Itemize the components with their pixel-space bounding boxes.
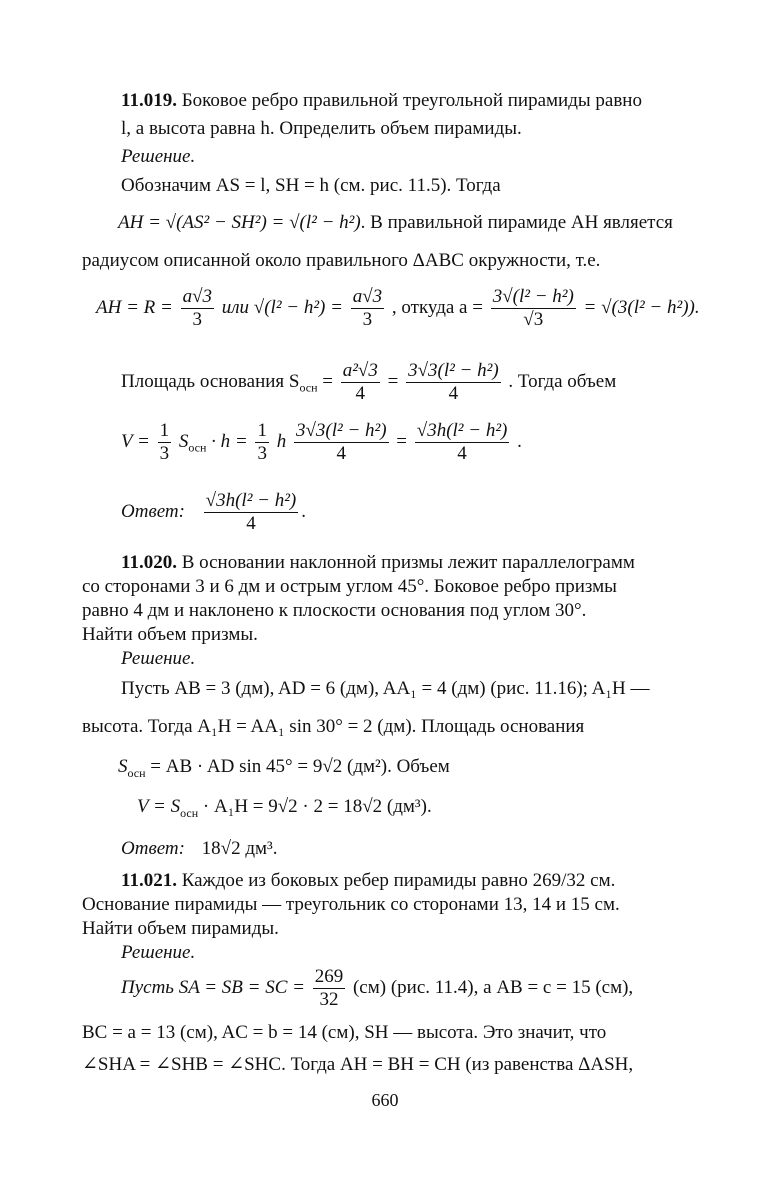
solution-heading: Решение. — [121, 648, 196, 669]
formula-line: Пусть SA = SB = SC = $\frac{269}{32}$ (см) (рис. 11.4), а AB = c = 15 (см), — [121, 966, 634, 1010]
problem-11-021-line1: 11.021. Каждое из боковых ребер пирамиды равно 269/32 см. — [121, 870, 616, 891]
fraction: $\frac{\text{3√(l² − h²)}}{√3}$ — [492, 286, 574, 330]
solution-text: Обозначим AS = l, SH = h (см. рис. 11.5). Тогда — [121, 175, 501, 196]
solution-text: радиусом описанной около правильного ΔABC окружности, т.е. — [82, 250, 601, 271]
problem-number: 11.021. — [121, 870, 177, 891]
problem-number: 11.020. — [121, 552, 177, 573]
formula-line: AH = R = $\frac{a√3}{3}$ или √(l² − h²) = $\frac{a√3}{3}$ , откуда a = $\frac{\text{3√(l² − h²)}}{√3}$ = √(3(l² − h²)). — [96, 286, 700, 330]
problem-text: Найти объем пирамиды. — [82, 918, 279, 939]
solution-text: BC = a = 13 (см), AC = b = 14 (см), SH — высота. Это значит, что — [82, 1022, 607, 1043]
problem-text: Найти объем призмы. — [82, 624, 258, 645]
problem-text: l, а высота равна h. Определить объем пирамиды. — [121, 118, 522, 139]
answer-line: Ответ: $\frac{\text{√3h(l² − h²)}}{4}$ . — [121, 490, 306, 534]
fraction: $\frac{\text{3√3(l² − h²)}}{4}$ — [295, 420, 387, 464]
formula-line: AH = √(AS² − SH²) = √(l² − h²). В правильной пирамиде AH является — [118, 212, 673, 233]
fraction: $\frac{1}{3}$ — [159, 420, 170, 464]
fraction: $\frac{1}{3}$ — [257, 420, 267, 464]
fraction: $\frac{\text{a²√3}}{4}$ — [342, 360, 378, 404]
fraction: $\frac{\text{√3h(l² − h²)}}{4}$ — [416, 420, 508, 464]
solution-text: Пусть AB = 3 (дм), AD = 6 (дм), AA₁ = 4 (дм) (рис. 11.16); A₁H — — [121, 678, 650, 699]
formula-line: $V = S_{осн} \cdot A_1H = 9√2 \cdot 2 = 18√2$ (дм³). — [137, 796, 432, 820]
problem-11-019-line1: 11.019. Боковое ребро правильной треугольной пирамиды равно — [121, 90, 642, 111]
fraction: $\frac{\text{√3h(l² − h²)}}{4}$ — [205, 490, 297, 534]
formula-line: $S_{осн}$ = AB · AD sin 45° = 9√2 (дм²). Объем — [118, 756, 450, 780]
fraction: $\frac{269}{32}$ — [314, 966, 344, 1010]
fraction: $\frac{a√3}{3}$ — [182, 286, 213, 330]
problem-text: со сторонами 3 и 6 дм и острым углом 45°. Боковое ребро призмы — [82, 576, 617, 597]
formula-line: Площадь основания $S_{осн}$ = $\frac{\text{a²√3}}{4}$ = $\frac{\text{3√3(l² − h²)}}{4}$ . Тогда объем — [121, 360, 617, 404]
problem-text: равно 4 дм и наклонено к плоскости основания под углом 30°. — [82, 600, 587, 621]
answer-label: Ответ: — [121, 838, 185, 859]
problem-text: Основание пирамиды — треугольник со сторонами 13, 14 и 15 см. — [82, 894, 620, 915]
solution-text: ∠SHA = ∠SHB = ∠SHC. Тогда AH = BH = CH (из равенства ΔASH, — [82, 1054, 634, 1075]
fraction: $\frac{\text{3√3(l² − h²)}}{4}$ — [408, 360, 499, 404]
solution-text: высота. Тогда A₁H = AA₁ sin 30° = 2 (дм). Площадь основания — [82, 716, 585, 737]
solution-heading: Решение. — [121, 942, 196, 963]
formula-line: V = $\frac{1}{3}$ $S_{осн} \cdot h$ = $\frac{1}{3}$ h $\frac{\text{3√3(l² − h²)}}{4}$ = $\frac{\text{√3h(l² − h²)}}{4}$ . — [121, 420, 522, 464]
answer-line: Ответ: 18√2 дм³. — [121, 838, 278, 859]
solution-heading: Решение. — [121, 146, 196, 167]
fraction: $\frac{a√3}{3}$ — [352, 286, 383, 330]
problem-number: 11.019. — [121, 90, 177, 111]
page-number: 660 — [371, 1090, 399, 1110]
problem-11-020-line1: 11.020. В основании наклонной призмы лежит параллелограмм — [121, 552, 635, 573]
answer-label: Ответ: — [121, 500, 185, 522]
